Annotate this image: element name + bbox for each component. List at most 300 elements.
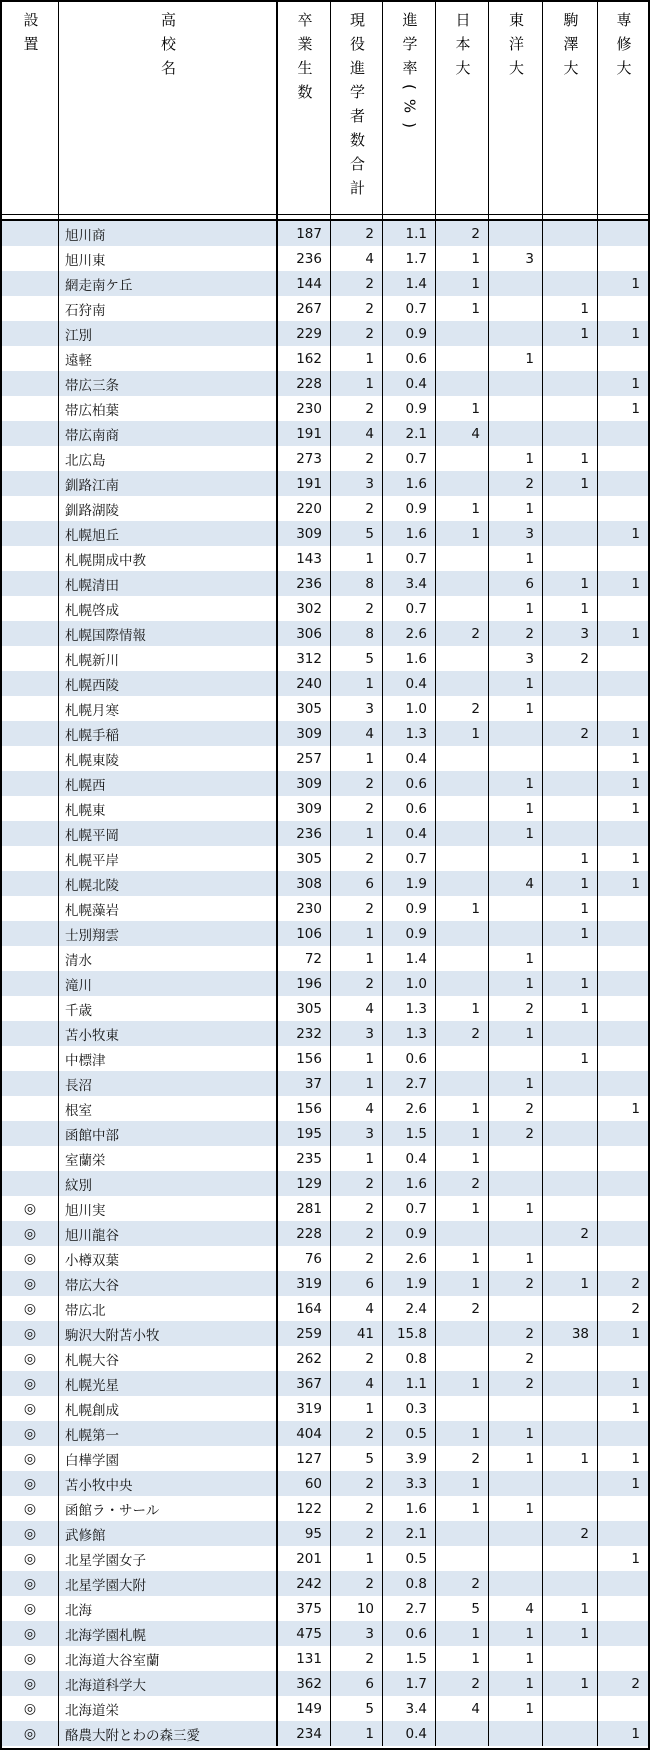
cell-nihon-univ: [436, 446, 489, 471]
cell-senshu-univ: [598, 346, 648, 371]
cell-graduates: 220: [278, 496, 331, 521]
cell-current-entrants-total: 1: [331, 1396, 383, 1421]
cell-entrance-rate: 0.6: [383, 796, 436, 821]
cell-current-entrants-total: 1: [331, 371, 383, 396]
cell-setchi: ◎: [2, 1696, 59, 1721]
cell-komazawa-univ: [543, 1146, 598, 1171]
cell-senshu-univ: 1: [631, 800, 640, 817]
cell-toyo-univ: 1: [489, 1696, 543, 1721]
cell-senshu-univ: 1: [631, 750, 640, 767]
cell-entrance-rate: 2.6: [383, 1096, 436, 1121]
cell-graduates: 273: [278, 446, 331, 471]
cell-school-name: 北海道栄: [59, 1696, 278, 1721]
cell-current-entrants-total: 6: [331, 1271, 383, 1296]
cell-graduates: 156: [278, 1096, 331, 1121]
cell-entrance-rate: 0.6: [383, 1046, 436, 1071]
cell-komazawa-univ: [543, 396, 598, 421]
cell-toyo-univ: 2: [489, 1321, 543, 1346]
cell-toyo-univ: 1: [489, 596, 543, 621]
cell-toyo-univ: 2: [489, 1096, 543, 1121]
cell-toyo-univ: 4: [489, 871, 543, 896]
cell-toyo-univ: [489, 1521, 543, 1546]
cell-senshu-univ: [598, 971, 648, 996]
cell-entrance-rate: 0.9: [383, 896, 436, 921]
cell-graduates: 240: [278, 671, 331, 696]
cell-school-name: 帯広南商: [59, 421, 278, 446]
cell-school-name: 武修館: [59, 1521, 278, 1546]
cell-komazawa-univ: [543, 1421, 598, 1446]
table-row: [2, 921, 648, 946]
cell-entrance-rate: 0.5: [383, 1546, 436, 1571]
cell-entrance-rate: 3.4: [383, 571, 436, 596]
cell-toyo-univ: 1: [489, 446, 543, 471]
cell-graduates: 305: [278, 846, 331, 871]
cell-setchi: [2, 821, 59, 846]
cell-entrance-rate: 1.3: [383, 1021, 436, 1046]
cell-toyo-univ: 1: [489, 1496, 543, 1521]
cell-toyo-univ: [489, 921, 543, 946]
cell-graduates: 127: [278, 1446, 331, 1471]
cell-entrance-rate: 3.3: [383, 1471, 436, 1496]
cell-toyo-univ: [489, 721, 543, 746]
cell-current-entrants-total: 8: [331, 571, 383, 596]
cell-school-name: 北星学園大附: [59, 1571, 278, 1596]
table-row: [2, 846, 648, 871]
cell-current-entrants-total: 4: [331, 1096, 383, 1121]
cell-current-entrants-total: 1: [331, 1071, 383, 1096]
cell-komazawa-univ: 1: [543, 1446, 598, 1471]
cell-graduates: 235: [278, 1146, 331, 1171]
cell-toyo-univ: [489, 1721, 543, 1746]
cell-nihon-univ: 1: [436, 496, 489, 521]
table-row: [2, 221, 648, 246]
cell-entrance-rate: 0.9: [383, 921, 436, 946]
cell-setchi: [2, 1146, 59, 1171]
cell-entrance-rate: 1.5: [383, 1646, 436, 1671]
cell-nihon-univ: 1: [436, 396, 489, 421]
table-row: [2, 796, 648, 821]
cell-graduates: 312: [278, 646, 331, 671]
cell-setchi: [2, 996, 59, 1021]
cell-setchi: ◎: [2, 1296, 59, 1321]
cell-komazawa-univ: [543, 1571, 598, 1596]
table-row: [2, 746, 648, 771]
cell-graduates: 201: [278, 1546, 331, 1571]
table-row: [2, 1671, 648, 1696]
cell-komazawa-univ: 1: [543, 1671, 598, 1696]
cell-graduates: 156: [278, 1046, 331, 1071]
cell-entrance-rate: 0.7: [383, 846, 436, 871]
cell-toyo-univ: [489, 221, 543, 246]
cell-nihon-univ: 2: [436, 1571, 489, 1596]
cell-senshu-univ: 1: [631, 400, 640, 417]
cell-setchi: [2, 1046, 59, 1071]
cell-komazawa-univ: 1: [543, 471, 598, 496]
cell-graduates: 149: [278, 1696, 331, 1721]
cell-senshu-univ: [598, 1421, 648, 1446]
cell-entrance-rate: 2.4: [383, 1296, 436, 1321]
cell-nihon-univ: 1: [436, 1471, 489, 1496]
cell-school-name: 北海: [59, 1596, 278, 1621]
cell-toyo-univ: [489, 1171, 543, 1196]
cell-nihon-univ: 1: [436, 1121, 489, 1146]
cell-setchi: ◎: [2, 1421, 59, 1446]
cell-graduates: 129: [278, 1171, 331, 1196]
cell-current-entrants-total: 4: [331, 1296, 383, 1321]
table-row: [2, 1121, 648, 1146]
cell-nihon-univ: 1: [436, 1421, 489, 1446]
cell-entrance-rate: 1.6: [383, 521, 436, 546]
cell-senshu-univ: 1: [631, 275, 640, 292]
cell-current-entrants-total: 5: [331, 646, 383, 671]
cell-school-name: 札幌藻岩: [59, 896, 278, 921]
cell-school-name: 札幌北陵: [59, 871, 278, 896]
cell-school-name: 旭川龍谷: [59, 1221, 278, 1246]
cell-senshu-univ: 1: [631, 1375, 640, 1392]
cell-current-entrants-total: 5: [331, 1446, 383, 1471]
cell-setchi: ◎: [2, 1321, 59, 1346]
cell-setchi: ◎: [2, 1671, 59, 1696]
cell-komazawa-univ: 1: [543, 296, 598, 321]
cell-current-entrants-total: 2: [331, 971, 383, 996]
col-header-label: 日本大: [453, 12, 472, 84]
cell-komazawa-univ: 1: [543, 1046, 598, 1071]
cell-entrance-rate: 1.4: [383, 271, 436, 296]
table-row: [2, 1596, 648, 1621]
cell-toyo-univ: 1: [489, 1071, 543, 1096]
cell-graduates: 262: [278, 1346, 331, 1371]
cell-nihon-univ: [436, 1046, 489, 1071]
cell-komazawa-univ: [543, 1721, 598, 1746]
cell-senshu-univ: [598, 896, 648, 921]
cell-toyo-univ: 3: [489, 246, 543, 271]
cell-current-entrants-total: 1: [331, 946, 383, 971]
table-row: [2, 396, 648, 421]
cell-entrance-rate: 0.9: [383, 396, 436, 421]
cell-toyo-univ: [489, 271, 543, 296]
cell-toyo-univ: [489, 296, 543, 321]
cell-setchi: [2, 296, 59, 321]
cell-current-entrants-total: 3: [331, 1121, 383, 1146]
cell-nihon-univ: [436, 471, 489, 496]
cell-current-entrants-total: 2: [331, 1521, 383, 1546]
cell-setchi: [2, 621, 59, 646]
cell-komazawa-univ: [543, 1371, 598, 1396]
cell-school-name: 帯広三条: [59, 371, 278, 396]
cell-graduates: 187: [278, 221, 331, 246]
cell-school-name: 帯広北: [59, 1296, 278, 1321]
cell-graduates: 305: [278, 996, 331, 1021]
cell-senshu-univ: [598, 296, 648, 321]
cell-nihon-univ: 1: [436, 896, 489, 921]
cell-graduates: 72: [278, 946, 331, 971]
cell-nihon-univ: [436, 1521, 489, 1546]
cell-toyo-univ: 3: [489, 521, 543, 546]
table-row: [2, 1271, 648, 1296]
cell-toyo-univ: 2: [489, 1346, 543, 1371]
cell-setchi: ◎: [2, 1721, 59, 1746]
cell-graduates: 404: [278, 1421, 331, 1446]
cell-toyo-univ: [489, 1146, 543, 1171]
cell-senshu-univ: 1: [631, 1475, 640, 1492]
cell-current-entrants-total: 4: [331, 996, 383, 1021]
cell-nihon-univ: [436, 746, 489, 771]
cell-current-entrants-total: 1: [331, 671, 383, 696]
table-row: [2, 1146, 648, 1171]
cell-entrance-rate: 0.8: [383, 1346, 436, 1371]
cell-entrance-rate: 0.6: [383, 346, 436, 371]
table-row: [2, 1296, 648, 1321]
cell-entrance-rate: 1.6: [383, 471, 436, 496]
cell-komazawa-univ: [543, 246, 598, 271]
cell-komazawa-univ: 1: [543, 846, 598, 871]
cell-school-name: 釧路江南: [59, 471, 278, 496]
table-row: [2, 1696, 648, 1721]
cell-toyo-univ: 1: [489, 346, 543, 371]
cell-setchi: [2, 321, 59, 346]
cell-graduates: 144: [278, 271, 331, 296]
cell-toyo-univ: 6: [489, 571, 543, 596]
table-row: [2, 321, 648, 346]
cell-komazawa-univ: 3: [543, 621, 598, 646]
cell-toyo-univ: 1: [489, 671, 543, 696]
cell-entrance-rate: 3.4: [383, 1696, 436, 1721]
cell-current-entrants-total: 3: [331, 471, 383, 496]
cell-current-entrants-total: 2: [331, 496, 383, 521]
cell-nihon-univ: 4: [436, 1696, 489, 1721]
table-row: [2, 271, 648, 296]
cell-senshu-univ: [598, 946, 648, 971]
cell-current-entrants-total: 2: [331, 846, 383, 871]
cell-setchi: [2, 721, 59, 746]
cell-nihon-univ: [436, 596, 489, 621]
cell-current-entrants-total: 1: [331, 1546, 383, 1571]
cell-komazawa-univ: [543, 1471, 598, 1496]
cell-nihon-univ: 5: [436, 1596, 489, 1621]
cell-senshu-univ: 1: [631, 1450, 640, 1467]
cell-graduates: 362: [278, 1671, 331, 1696]
cell-setchi: ◎: [2, 1646, 59, 1671]
cell-komazawa-univ: [543, 521, 598, 546]
cell-setchi: [2, 971, 59, 996]
cell-komazawa-univ: 1: [543, 871, 598, 896]
cell-graduates: 230: [278, 396, 331, 421]
cell-senshu-univ: [598, 1046, 648, 1071]
cell-graduates: 259: [278, 1321, 331, 1346]
cell-nihon-univ: 1: [436, 1646, 489, 1671]
cell-senshu-univ: 1: [631, 1325, 640, 1342]
cell-current-entrants-total: 10: [331, 1596, 383, 1621]
table-row: [2, 621, 648, 646]
cell-setchi: [2, 796, 59, 821]
cell-nihon-univ: [436, 821, 489, 846]
cell-current-entrants-total: 5: [331, 1696, 383, 1721]
cell-senshu-univ: [598, 446, 648, 471]
cell-toyo-univ: [489, 421, 543, 446]
table-row: [2, 646, 648, 671]
cell-entrance-rate: 0.5: [383, 1421, 436, 1446]
cell-school-name: 札幌東: [59, 796, 278, 821]
cell-school-name: 札幌大谷: [59, 1346, 278, 1371]
cell-komazawa-univ: [543, 1196, 598, 1221]
cell-toyo-univ: 1: [489, 796, 543, 821]
cell-graduates: 319: [278, 1396, 331, 1421]
cell-toyo-univ: 1: [489, 1621, 543, 1646]
cell-senshu-univ: 2: [631, 1275, 640, 1292]
cell-current-entrants-total: 1: [331, 921, 383, 946]
cell-nihon-univ: [436, 1071, 489, 1096]
cell-graduates: 95: [278, 1521, 331, 1546]
table-row: [2, 471, 648, 496]
cell-entrance-rate: 2.1: [383, 421, 436, 446]
cell-entrance-rate: 0.7: [383, 296, 436, 321]
cell-school-name: 札幌旭丘: [59, 521, 278, 546]
col-header-label: 設置: [21, 12, 40, 60]
cell-school-name: 室蘭栄: [59, 1146, 278, 1171]
cell-senshu-univ: [598, 1621, 648, 1646]
cell-current-entrants-total: 2: [331, 446, 383, 471]
cell-nihon-univ: [436, 321, 489, 346]
cell-toyo-univ: 1: [489, 971, 543, 996]
cell-school-name: 札幌新川: [59, 646, 278, 671]
cell-graduates: 302: [278, 596, 331, 621]
cell-komazawa-univ: 38: [543, 1321, 598, 1346]
cell-nihon-univ: 1: [436, 1621, 489, 1646]
cell-setchi: [2, 746, 59, 771]
cell-nihon-univ: 2: [436, 696, 489, 721]
cell-current-entrants-total: 2: [331, 896, 383, 921]
cell-current-entrants-total: 4: [331, 721, 383, 746]
cell-entrance-rate: 1.0: [383, 696, 436, 721]
cell-senshu-univ: 1: [631, 525, 640, 542]
cell-entrance-rate: 2.6: [383, 1246, 436, 1271]
cell-school-name: 旭川東: [59, 246, 278, 271]
cell-school-name: 長沼: [59, 1071, 278, 1096]
col-header-label: 高校名: [159, 12, 177, 84]
cell-school-name: 札幌東陵: [59, 746, 278, 771]
cell-senshu-univ: [598, 1571, 648, 1596]
cell-toyo-univ: [489, 396, 543, 421]
cell-komazawa-univ: 1: [543, 321, 598, 346]
cell-graduates: 305: [278, 696, 331, 721]
cell-current-entrants-total: 2: [331, 221, 383, 246]
cell-komazawa-univ: 2: [543, 646, 598, 671]
cell-graduates: 281: [278, 1196, 331, 1221]
cell-nihon-univ: [436, 1546, 489, 1571]
cell-graduates: 308: [278, 871, 331, 896]
table-row: [2, 596, 648, 621]
table-row: [2, 1221, 648, 1246]
cell-komazawa-univ: [543, 696, 598, 721]
cell-toyo-univ: [489, 896, 543, 921]
cell-graduates: 309: [278, 796, 331, 821]
cell-senshu-univ: [598, 596, 648, 621]
cell-setchi: ◎: [2, 1571, 59, 1596]
cell-school-name: 札幌平岡: [59, 821, 278, 846]
cell-nihon-univ: [436, 1721, 489, 1746]
cell-nihon-univ: 1: [436, 1271, 489, 1296]
cell-senshu-univ: 1: [631, 1100, 640, 1117]
cell-senshu-univ: [598, 1521, 648, 1546]
cell-komazawa-univ: 1: [543, 971, 598, 996]
cell-senshu-univ: [598, 471, 648, 496]
cell-komazawa-univ: 2: [543, 1521, 598, 1546]
cell-nihon-univ: [436, 1346, 489, 1371]
cell-nihon-univ: [436, 1396, 489, 1421]
cell-senshu-univ: 1: [631, 1725, 640, 1742]
cell-nihon-univ: 1: [436, 1496, 489, 1521]
cell-nihon-univ: 2: [436, 1446, 489, 1471]
cell-setchi: ◎: [2, 1396, 59, 1421]
cell-school-name: 札幌第一: [59, 1421, 278, 1446]
cell-graduates: 106: [278, 921, 331, 946]
table-row: [2, 721, 648, 746]
table-row: [2, 371, 648, 396]
cell-setchi: [2, 521, 59, 546]
cell-nihon-univ: 2: [436, 1296, 489, 1321]
cell-current-entrants-total: 2: [331, 1346, 383, 1371]
col-header-graduates: [278, 2, 331, 214]
cell-entrance-rate: 1.3: [383, 996, 436, 1021]
cell-graduates: 367: [278, 1371, 331, 1396]
cell-nihon-univ: 2: [436, 1021, 489, 1046]
cell-komazawa-univ: 1: [543, 1596, 598, 1621]
table-row: [2, 296, 648, 321]
table-row: [2, 1646, 648, 1671]
cell-entrance-rate: 1.3: [383, 721, 436, 746]
cell-senshu-univ: 1: [631, 375, 640, 392]
table-row: [2, 1196, 648, 1221]
cell-entrance-rate: 1.4: [383, 946, 436, 971]
table-row: [2, 1096, 648, 1121]
cell-school-name: 帯広大谷: [59, 1271, 278, 1296]
cell-graduates: 236: [278, 246, 331, 271]
cell-graduates: 195: [278, 1121, 331, 1146]
col-header-label: 専修大: [614, 12, 633, 84]
cell-entrance-rate: 0.4: [383, 821, 436, 846]
cell-current-entrants-total: 1: [331, 1146, 383, 1171]
col-header-label: 進学率(%): [400, 12, 419, 137]
cell-setchi: [2, 571, 59, 596]
table-row: [2, 496, 648, 521]
cell-graduates: 143: [278, 546, 331, 571]
cell-school-name: 清水: [59, 946, 278, 971]
cell-school-name: 北海学園札幌: [59, 1621, 278, 1646]
cell-school-name: 札幌啓成: [59, 596, 278, 621]
cell-current-entrants-total: 1: [331, 821, 383, 846]
cell-senshu-univ: 1: [631, 775, 640, 792]
table-row: [2, 1321, 648, 1346]
cell-graduates: 257: [278, 746, 331, 771]
cell-current-entrants-total: 1: [331, 546, 383, 571]
cell-setchi: [2, 671, 59, 696]
cell-graduates: 229: [278, 321, 331, 346]
cell-nihon-univ: [436, 1321, 489, 1346]
cell-entrance-rate: 0.4: [383, 746, 436, 771]
table-row: [2, 1571, 648, 1596]
cell-school-name: 千歳: [59, 996, 278, 1021]
cell-komazawa-univ: [543, 1096, 598, 1121]
cell-senshu-univ: [598, 221, 648, 246]
cell-school-name: 士別翔雲: [59, 921, 278, 946]
cell-toyo-univ: [489, 321, 543, 346]
cell-komazawa-univ: [543, 1696, 598, 1721]
cell-senshu-univ: 1: [631, 1400, 640, 1417]
cell-current-entrants-total: 2: [331, 396, 383, 421]
cell-senshu-univ: [598, 1121, 648, 1146]
cell-komazawa-univ: [543, 671, 598, 696]
cell-komazawa-univ: 1: [543, 996, 598, 1021]
